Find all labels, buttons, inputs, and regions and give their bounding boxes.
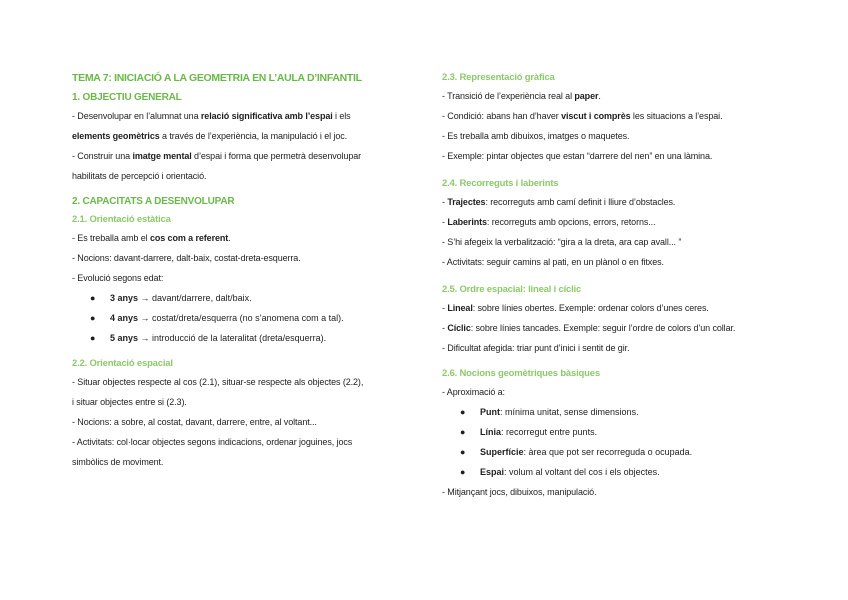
paragraph: - Mitjançant jocs, dibuixos, manipulació. [442, 487, 597, 497]
list-item: ● 3 anys → davant/darrere, dalt/baix. [90, 288, 422, 308]
paragraph: - Es treballa amb dibuixos, imatges o maquetes. [442, 131, 630, 141]
subsection-heading-2-4: 2.4. Recorreguts i laberints [442, 178, 559, 189]
subsection-heading-2-6: 2.6. Nocions geomètriques bàsiques [442, 368, 600, 379]
paragraph: - Dificultat afegida: triar punt d’inici i sentit de gir. [442, 343, 630, 353]
paragraph: habilitats de percepció i orientació. [72, 171, 207, 181]
left-column [72, 70, 422, 472]
paragraph: - Construir una imatge mental d’espai i forma que permetrà desenvolupar [72, 151, 362, 161]
bullet-icon: ● [90, 313, 96, 323]
paragraph: - S’hi afegeix la verbalització: “gira a la dreta, ara cap avall... ” [442, 237, 682, 247]
paragraph: - Transició de l’experiència real al paper. [442, 91, 601, 101]
list-item: ● Espai: volum al voltant del cos i els objectes. [460, 462, 797, 482]
subsection-heading-2-5: 2.5. Ordre espacial: lineal i cíclic [442, 284, 582, 295]
list-item: ● 5 anys → introducció de la lateralitat (dreta/esquerra). [90, 328, 422, 348]
paragraph: - Situar objectes respecte al cos (2.1), situar-se respecte als objectes (2.2), [72, 377, 364, 387]
document-title: TEMA 7: INICIACIÓ A LA GEOMETRIA EN L’AULA D’INFANTIL [72, 72, 362, 84]
paragraph: - Nocions: davant-darrere, dalt-baix, costat-dreta-esquerra. [72, 253, 301, 263]
section-heading-2: 2. CAPACITATS A DESENVOLUPAR [72, 196, 235, 207]
bullet-icon: ● [90, 333, 96, 343]
subsection-heading-2-2: 2.2. Orientació espacial [72, 358, 173, 369]
bullet-icon: ● [460, 427, 466, 437]
paragraph: simbòlics de moviment. [72, 457, 164, 467]
bullet-icon: ● [460, 447, 466, 457]
subsection-heading-2-1: 2.1. Orientació estàtica [72, 214, 171, 225]
paragraph: - Aproximació a: [442, 387, 505, 397]
paragraph: - Trajectes: recorreguts amb camí definit i lliure d’obstacles. [442, 197, 676, 207]
paragraph: - Es treballa amb el cos com a referent. [72, 233, 231, 243]
paragraph: - Nocions: a sobre, al costat, davant, darrere, entre, al voltant... [72, 417, 317, 427]
section-heading-1: 1. OBJECTIU GENERAL [72, 92, 182, 103]
paragraph: elements geomètrics a través de l’experiència, la manipulació i el joc. [72, 131, 348, 141]
subsection-heading-2-3: 2.3. Representació gràfica [442, 72, 555, 83]
paragraph: - Evolució segons edat: [72, 273, 164, 283]
paragraph: - Cíclic: sobre línies tancades. Exemple: seguir l’ordre de colors d’un collar. [442, 323, 736, 333]
list-item: ● 4 anys → costat/dreta/esquerra (no s’anomena com a tal). [90, 308, 422, 328]
paragraph: - Activitats: col·locar objectes segons indicacions, ordenar joguines, jocs [72, 437, 353, 447]
bullet-icon: ● [460, 467, 466, 477]
paragraph: - Desenvolupar en l’alumnat una relació significativa amb l’espai i els [72, 111, 351, 121]
bullet-icon: ● [460, 407, 466, 417]
bullet-icon: ● [90, 293, 96, 303]
list-item: ● Línia: recorregut entre punts. [460, 422, 797, 442]
paragraph: - Lineal: sobre línies obertes. Exemple: ordenar colors d’unes ceres. [442, 303, 709, 313]
list-item: ● Punt: mínima unitat, sense dimensions. [460, 402, 797, 422]
list-item: ● Superfície: àrea que pot ser recorreguda o ocupada. [460, 442, 797, 462]
paragraph: - Condició: abans han d’haver viscut i comprès les situacions a l’espai. [442, 111, 723, 121]
right-column [442, 70, 797, 502]
paragraph: - Laberints: recorreguts amb opcions, errors, retorns... [442, 217, 656, 227]
paragraph: i situar objectes entre si (2.3). [72, 397, 187, 407]
paragraph: - Exemple: pintar objectes que estan “darrere del nen” en una làmina. [442, 151, 713, 161]
paragraph: - Activitats: seguir camins al pati, en un plànol o en fitxes. [442, 257, 664, 267]
